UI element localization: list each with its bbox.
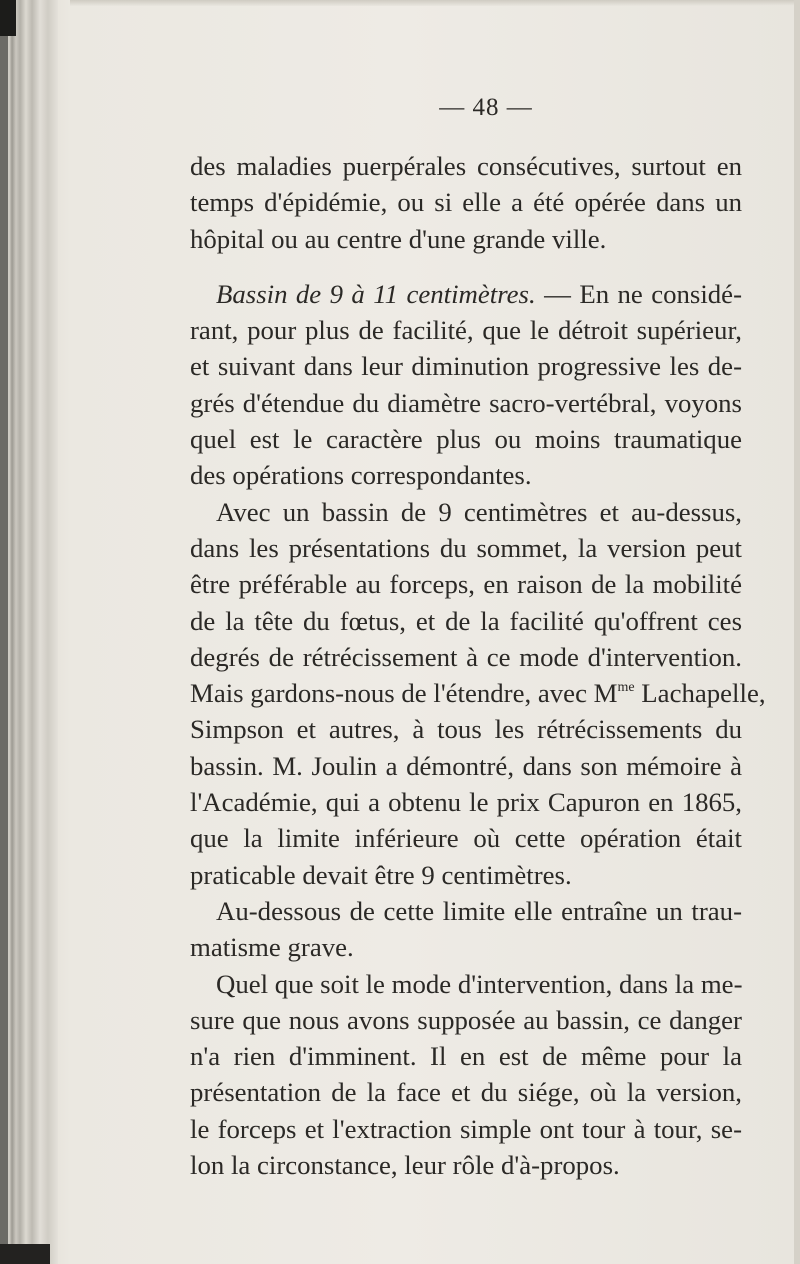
text-line: matisme grave. xyxy=(190,932,354,963)
text-line: présentation de la face et du siége, où la version, xyxy=(190,1077,742,1108)
text-line: praticable devait être 9 centimètres. xyxy=(190,859,572,890)
text-line: de la tête du fœtus, et de la facilité qu'offrent ces xyxy=(190,605,742,636)
spine-corner-top xyxy=(0,0,16,36)
text-run: Mais gardons-nous de l'étendre, avec M xyxy=(190,678,618,709)
spine-corner-bottom xyxy=(0,1244,50,1264)
text-line: rant, pour plus de facilité, que le détroit supérieur, xyxy=(190,315,742,346)
body-text xyxy=(190,148,766,1183)
text-line: le forceps et l'extraction simple ont tour à tour, se- xyxy=(190,1113,742,1144)
text-line: grés d'étendue du diamètre sacro-vertébral, voyons xyxy=(190,387,742,418)
text-line: l'Académie, qui a obtenu le prix Capuron en 1865, xyxy=(190,787,742,818)
text-line: Avec un bassin de 9 centimètres et au-dessus, xyxy=(216,496,742,527)
section-title: Bassin de 9 à 11 centimètres. xyxy=(216,278,536,309)
text-line: et suivant dans leur diminution progressive les de- xyxy=(190,351,742,382)
text-line: dans les présentations du sommet, la version peut xyxy=(190,532,742,563)
text-line: sure que nous avons supposée au bassin, ce danger xyxy=(190,1004,742,1035)
section-heading-line xyxy=(190,276,742,312)
text-line: Au-dessous de cette limite elle entraîne un trau- xyxy=(216,895,742,926)
text-line: degrés de rétrécissement à ce mode d'intervention. xyxy=(190,641,742,672)
text-line: n'a rien d'imminent. Il en est de même pour la xyxy=(190,1041,742,1072)
text-line: bassin. M. Joulin a démontré, dans son mémoire à xyxy=(190,750,742,781)
page-number: — 48 — xyxy=(439,94,533,121)
book-spine xyxy=(0,0,58,1264)
text-line: que la limite inférieure où cette opération était xyxy=(190,823,742,854)
spine-shadow xyxy=(0,0,8,1264)
text-line: quel est le caractère plus ou moins traumatique xyxy=(190,424,742,455)
superscript: me xyxy=(617,680,635,696)
text-line: des maladies puerpérales consécutives, surtout en xyxy=(190,151,742,181)
text-run: — En ne considé- xyxy=(535,278,742,309)
text-line: temps d'épidémie, ou si elle a été opérée dans un xyxy=(190,187,742,218)
text-line: Quel que soit le mode d'intervention, dans la me- xyxy=(216,968,743,999)
page-right-edge xyxy=(794,0,800,1264)
text-line: Simpson et autres, à tous les rétrécissements du xyxy=(190,714,742,745)
text-line: hôpital ou au centre d'une grande ville. xyxy=(190,223,607,254)
text-line: être préférable au forceps, en raison de la mobilité xyxy=(190,569,742,600)
text-line-with-superscript xyxy=(190,675,766,711)
paragraph-gap xyxy=(190,257,742,276)
page-top-edge xyxy=(70,0,800,6)
text-line: lon la circonstance, leur rôle d'à-propos. xyxy=(190,1150,620,1181)
text-run: Lachapelle, xyxy=(634,678,766,709)
text-line: des opérations correspondantes. xyxy=(190,460,532,491)
